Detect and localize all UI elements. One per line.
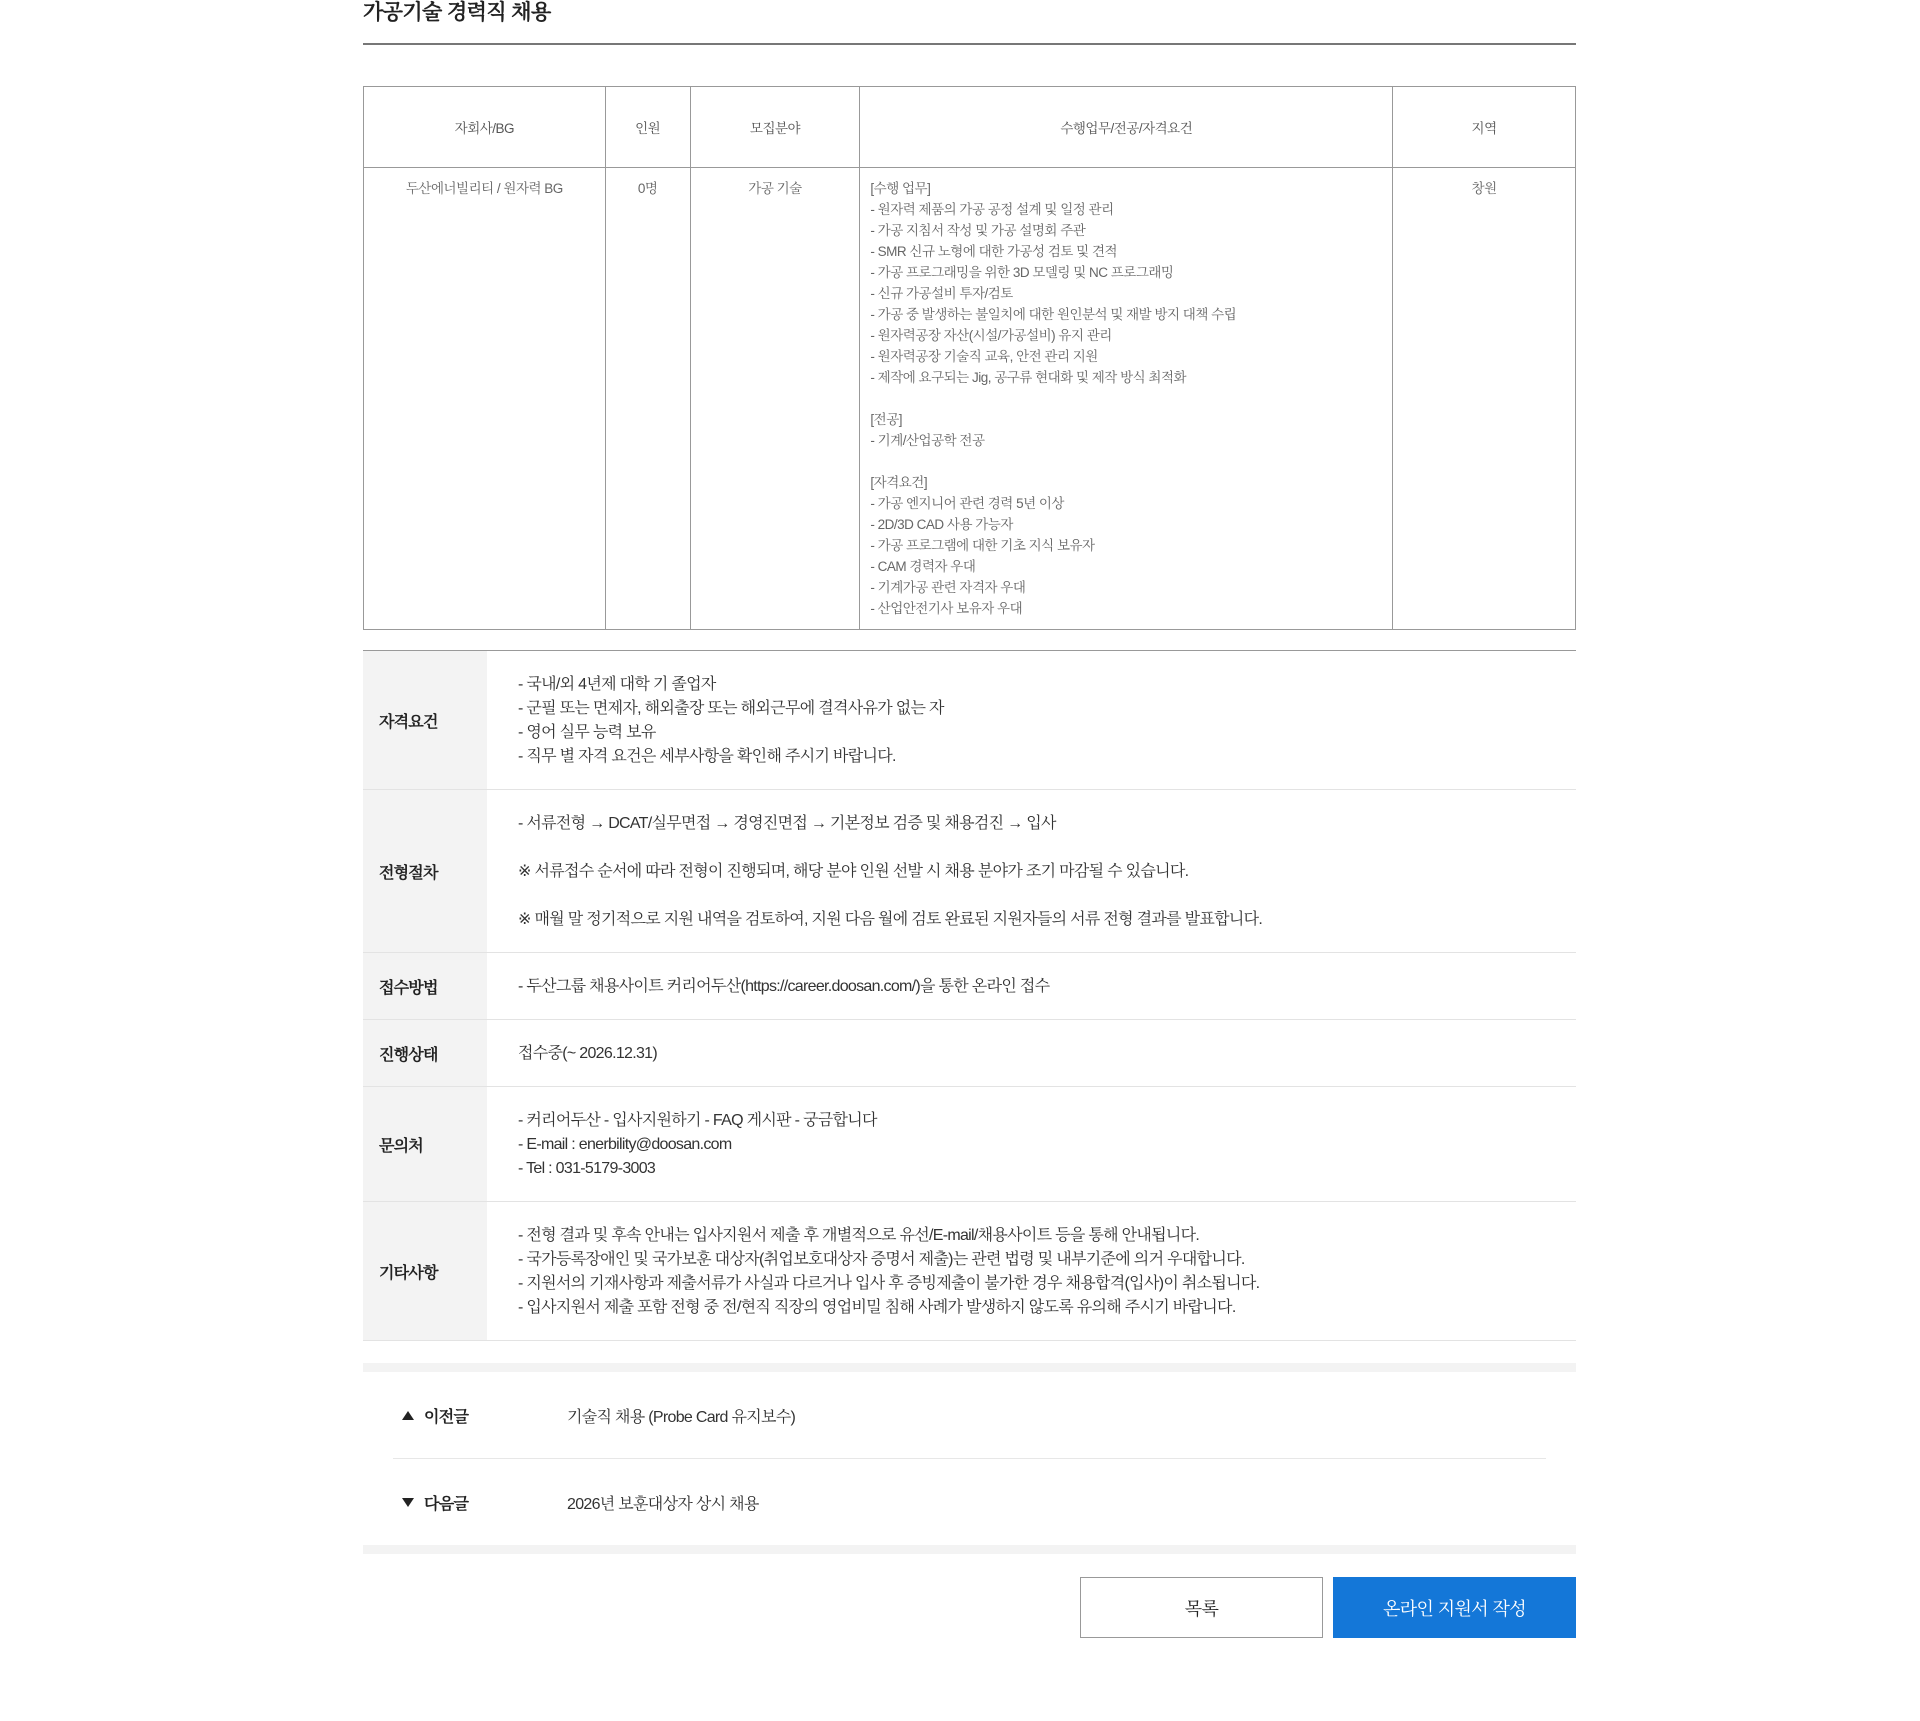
- info-content: [487, 1087, 1576, 1201]
- duty-item: - 원자력공장 기술직 교육, 안전 관리 지원: [870, 349, 1098, 364]
- header-field: 모집분야: [690, 87, 860, 168]
- table-row: [364, 168, 1576, 630]
- duty-item: - 원자력 제품의 가공 공정 설계 및 일정 관리: [870, 202, 1114, 217]
- cell-duties: [860, 168, 1393, 630]
- duty-heading: [자격요건]: [870, 475, 928, 490]
- header-headcount: 인원: [605, 87, 690, 168]
- info-line: - 영어 실무 능력 보유: [518, 724, 656, 741]
- info-content: [487, 1020, 1576, 1086]
- info-label: 자격요건: [363, 651, 487, 789]
- next-post-link[interactable]: 2026년 보훈대상자 상시 채용: [567, 1495, 759, 1513]
- page-title: 가공기술 경력직 채용: [363, 0, 1576, 45]
- duty-item: - 산업안전기사 보유자 우대: [870, 601, 1023, 616]
- duty-group: [870, 409, 1384, 451]
- duty-item: - 기계가공 관련 자격자 우대: [870, 580, 1026, 595]
- prev-post-row[interactable]: [393, 1372, 1546, 1458]
- info-line: - 서류전형 → DCAT/실무면접 → 경영진면접 → 기본정보 검증 및 채용검진 → 입사: [518, 815, 1056, 832]
- info-line: - 두산그룹 채용사이트 커리어두산(https://career.doosan.com/)을 통한 온라인 접수: [518, 978, 1050, 995]
- info-row: [363, 790, 1576, 953]
- info-label: 문의처: [363, 1087, 487, 1201]
- cell-region: 창원: [1393, 168, 1576, 630]
- position-table: [363, 86, 1576, 630]
- info-label: 기타사항: [363, 1202, 487, 1340]
- duty-heading: [전공]: [870, 412, 902, 427]
- duty-item: - CAM 경력자 우대: [870, 559, 976, 574]
- apply-online-button[interactable]: 온라인 지원서 작성: [1333, 1577, 1576, 1638]
- next-post-label: [393, 1491, 567, 1514]
- info-label: 접수방법: [363, 953, 487, 1019]
- duty-item: - 가공 지침서 작성 및 가공 설명회 주관: [870, 223, 1086, 238]
- info-line: - Tel : 031-5179-3003: [518, 1160, 656, 1177]
- info-line: - 전형 결과 및 후속 안내는 입사지원서 제출 후 개별적으로 유선/E-mail/채용사이트 등을 통해 안내됩니다.: [518, 1227, 1200, 1244]
- info-row: [363, 1087, 1576, 1202]
- prev-post-label-text: 이전글: [424, 1408, 469, 1426]
- info-line: - 국내/외 4년제 대학 기 졸업자: [518, 676, 716, 693]
- info-content: [487, 790, 1576, 952]
- info-line: - E-mail : enerbility@doosan.com: [518, 1136, 732, 1153]
- list-button[interactable]: 목록: [1080, 1577, 1323, 1638]
- info-label: 전형절차: [363, 790, 487, 952]
- duty-item: - 원자력공장 자산(시설/가공설비) 유지 관리: [870, 328, 1112, 343]
- duty-group: [870, 472, 1384, 619]
- prev-post-label: [393, 1404, 567, 1427]
- next-post-label-text: 다음글: [424, 1495, 469, 1513]
- header-company: 자회사/BG: [364, 87, 606, 168]
- action-buttons: [363, 1577, 1576, 1638]
- next-post-row[interactable]: [393, 1458, 1546, 1545]
- info-line: [518, 836, 1576, 860]
- position-table-header: [364, 87, 1576, 168]
- info-line: - 입사지원서 제출 포함 전형 중 전/현직 직장의 영업비밀 침해 사례가 발생하지 않도록 유의해 주시기 바랍니다.: [518, 1299, 1236, 1316]
- job-posting-detail: [363, 0, 1576, 1638]
- duty-item: - 가공 중 발생하는 불일치에 대한 원인분석 및 재발 방지 대책 수립: [870, 307, 1237, 322]
- header-region: 지역: [1393, 87, 1576, 168]
- info-line: - 직무 별 자격 요건은 세부사항을 확인해 주시기 바랍니다.: [518, 748, 896, 765]
- duty-heading: [수행 업무]: [870, 181, 931, 196]
- duty-item: - 가공 엔지니어 관련 경력 5년 이상: [870, 496, 1064, 511]
- header-duties: 수행업무/전공/자격요건: [860, 87, 1393, 168]
- info-label: 진행상태: [363, 1020, 487, 1086]
- cell-field: 가공 기술: [690, 168, 860, 630]
- cell-company: 두산에너빌리티 / 원자력 BG: [364, 168, 606, 630]
- triangle-down-icon: [402, 1498, 414, 1507]
- prev-post-link[interactable]: 기술직 채용 (Probe Card 유지보수): [567, 1408, 796, 1426]
- duty-item: - 가공 프로그램에 대한 기초 지식 보유자: [870, 538, 1095, 553]
- triangle-up-icon: [402, 1411, 414, 1420]
- info-line: ※ 서류접수 순서에 따라 전형이 진행되며, 해당 분야 인원 선발 시 채용 분야가 조기 마감될 수 있습니다.: [518, 863, 1189, 880]
- duty-item: - 가공 프로그래밍을 위한 3D 모델링 및 NC 프로그래밍: [870, 265, 1174, 280]
- info-line: - 커리어두산 - 입사지원하기 - FAQ 게시판 - 궁금합니다: [518, 1112, 877, 1129]
- info-row: [363, 1020, 1576, 1087]
- info-content: [487, 953, 1576, 1019]
- info-line: - 군필 또는 면제자, 해외출장 또는 해외근무에 결격사유가 없는 자: [518, 700, 944, 717]
- info-line: [518, 884, 1576, 908]
- info-line: ※ 매월 말 정기적으로 지원 내역을 검토하여, 지원 다음 월에 검토 완료된 지원자들의 서류 전형 결과를 발표합니다.: [518, 911, 1263, 928]
- info-line: - 국가등록장애인 및 국가보훈 대상자(취업보호대상자 증명서 제출)는 관련 법령 및 내부기준에 의거 우대합니다.: [518, 1251, 1245, 1268]
- info-line: 접수중(~ 2026.12.31): [518, 1045, 657, 1062]
- info-line: - 지원서의 기재사항과 제출서류가 사실과 다르거나 입사 후 증빙제출이 불가한 경우 채용합격(입사)이 취소됩니다.: [518, 1275, 1260, 1292]
- duty-item: - 신규 가공설비 투자/검토: [870, 286, 1013, 301]
- info-row: [363, 1202, 1576, 1341]
- duty-group: [870, 178, 1384, 388]
- info-table: [363, 650, 1576, 1341]
- info-row: [363, 953, 1576, 1020]
- info-content: [487, 651, 1576, 789]
- duty-item: - 기계/산업공학 전공: [870, 433, 985, 448]
- duty-item: - 2D/3D CAD 사용 가능자: [870, 517, 1013, 532]
- post-navigation: [363, 1363, 1576, 1554]
- info-content: [487, 1202, 1576, 1340]
- cell-headcount: 0명: [605, 168, 690, 630]
- duty-item: - 제작에 요구되는 Jig, 공구류 현대화 및 제작 방식 최적화: [870, 370, 1187, 385]
- duty-item: - SMR 신규 노형에 대한 가공성 검토 및 견적: [870, 244, 1118, 259]
- info-row: [363, 651, 1576, 790]
